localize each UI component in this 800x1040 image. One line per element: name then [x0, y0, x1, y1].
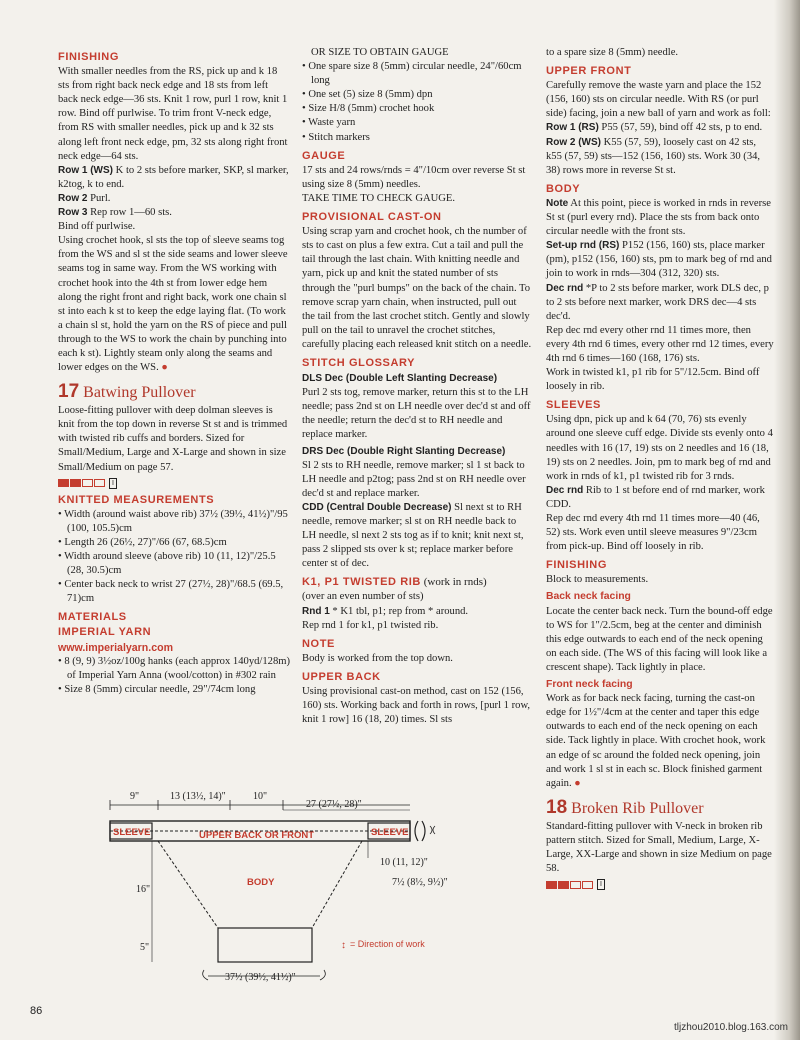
upper-back-text: Using provisional cast-on method, cast on 152 (156, 160) sts. Working back and forth in rows, [purl 1 row, knit 1 row] 16 (18, 20) times. Sl sts	[302, 686, 531, 726]
back-neck-heading: Back neck facing	[546, 591, 631, 603]
section-stitch-glossary: STITCH GLOSSARY	[302, 356, 416, 369]
row-1-instruction: Row 1 (WS) K to 2 sts before marker, SKP, sl marker, k2tog, k to end.	[58, 164, 289, 190]
body-setup-rnd: Set-up rnd (RS) P152 (156, 160) sts, place marker (pm), p152 (156, 160) sts, pm to mark beg of rnd and join to work in rnds—304 (312, 320) sts.	[546, 240, 772, 280]
dim-5: 5"	[140, 942, 150, 953]
rib-even: (over an even number of sts)	[302, 591, 424, 603]
gauge-intro: OR SIZE TO OBTAIN GAUGE	[311, 47, 449, 58]
measurement-item: • Width around sleeve (above rib) 10 (11, 12)"/25.5 (28, 30.5)cm	[58, 551, 276, 577]
sleeve-label-left: SLEEVE	[113, 827, 151, 838]
column-3	[546, 46, 774, 894]
pattern-18-description: Standard-fitting pullover with V-neck in broken rib pattern stitch. Sized for Small, Medium, Large, X-Large, XX-Large and shown in size Medium on page 58.	[546, 820, 772, 875]
tool-item: • Waste yarn	[302, 117, 356, 129]
dim-7: 7½ (8½, 9½)"	[392, 877, 448, 888]
body-dec-rnd: Dec rnd *P to 2 sts before marker, work DLS dec, p to 2 sts before next marker, work DRS dec—4 sts dec'd.	[546, 282, 769, 322]
cdd-text: CDD (Central Double Decrease) Sl next st to RH needle, remove marker; sl st on RH needle back to LH needle, sl next 2 sts tog as if to knit; knit next st, pass 2 slipped sts over k st; replace marker before center st of dec.	[302, 501, 524, 570]
dim-10b: 10 (11, 12)"	[380, 857, 428, 868]
section-upper-back: UPPER BACK	[302, 670, 381, 683]
dim-27: 27 (27½, 28)"	[306, 799, 362, 810]
dls-heading: DLS Dec (Double Left Slanting Decrease)	[302, 373, 498, 385]
row-3-instruction: Row 3 Rep row 1—60 sts.	[58, 207, 172, 219]
finishing-paragraph-2: Using crochet hook, sl sts the top of sleeve seams tog from the WS and sl st the side seams and lower sleeve seams tog in same way. From the WS working with crochet hook into the 4th st from lower edge hem along the right front and right back, work one chain sl st into each k st to keep the edge laying flat. (To work a chain sl st, hold the yarn on the RS of piece and pull through to the WS to work the chain by punching into each k st). Lightly steam only along the seams and lower edges on the WS. ●	[58, 235, 288, 374]
direction-arrow-icon: ↕	[341, 940, 346, 951]
dim-13: 13 (13½, 14)"	[170, 791, 226, 802]
body-label: BODY	[247, 877, 275, 888]
skill-level-indicator	[58, 478, 290, 489]
row-2-instruction: Row 2 Purl.	[58, 192, 111, 204]
skill-level-indicator	[546, 879, 774, 890]
gauge-check: TAKE TIME TO CHECK GAUGE.	[302, 192, 456, 204]
dim-16: 16"	[136, 884, 151, 895]
watermark: tljzhou2010.blog.163.com	[674, 1022, 788, 1033]
section-finishing-17: FINISHING	[58, 51, 120, 63]
upper-front-text: Carefully remove the waste yarn and place the 152 (156, 160) sts on circular needle. With RS (or purl side) facing, join a new ball of yarn and work as foll:	[546, 80, 771, 120]
skill-tag: I	[109, 478, 117, 489]
dim-10: 10"	[253, 791, 268, 802]
measurement-item: • Width (around waist above rib) 37½ (39½, 41½)"/95 (100, 105.5)cm	[58, 508, 288, 534]
upper-front-row-2: Row 2 (WS) K55 (57, 59), loosely cast on 42 sts, k55 (57, 59) sts—152 (156, 160) sts. Work 30 (34, 38) rows more in reverse St st.	[546, 136, 761, 176]
section-materials: MATERIALS	[58, 611, 127, 624]
sleeves-dec-rnd: Dec rnd Rib to 1 st before end of rnd marker, work CDD.	[546, 484, 765, 510]
book-spine-shadow	[774, 0, 800, 1040]
gauge-text: 17 sts and 24 rows/rnds = 4"/10cm over reverse St st using size 8 (5mm) needles.	[302, 164, 526, 190]
block-text: Block to measurements.	[546, 574, 649, 586]
section-twisted-rib: K1, P1 TWISTED RIB (work in rnds)	[302, 576, 487, 589]
pattern-17-title: 17 Batwing Pullover	[58, 381, 196, 403]
brand-name: IMPERIAL YARN	[58, 626, 152, 639]
back-neck-text: Locate the center back neck. Turn the bound-off edge to WS for 1"/2.5cm, beg at the center and diminish this edge outwards to each end of the neck opening on each side. (The WS of this facing will look like a crescent shape). Tack lightly in place.	[546, 605, 773, 673]
finishing-paragraph: With smaller needles from the RS, pick up and k 18 sts from right back neck edge and 18 sts from left back neck edge—36 sts. Knit 1 row, purl 1 row, knit 1 row. Bind off purlwise. To trim front V-neck edge, from RS with smaller needles, pick up and k 32 sts along left front neck edge, pm, 32 sts along right front neck edge—64 sts.	[58, 66, 288, 162]
rib-band	[218, 928, 312, 962]
upper-front-row-1: Row 1 (RS) P55 (57, 59), bind off 42 sts, p to end.	[546, 122, 763, 134]
measurement-item: • Center back neck to wrist 27 (27½, 28)"/68.5 (69.5, 71)cm	[58, 579, 284, 605]
sleeves-text: Using dpn, pick up and k 64 (70, 76) sts evenly around one sleeve cuff edge. Divide sts evenly onto 4 needles with 16 (17, 19) sts on 2 needles and 16 (18, 19) sts on 2 needles. Join, pm to mark beg of rnd and work in rnds of k1, p1 twisted rib for 3 rnds.	[546, 414, 773, 482]
section-provisional-cast-on: PROVISIONAL CAST-ON	[302, 211, 442, 224]
body-right-edge	[312, 841, 362, 928]
section-finishing-final: FINISHING	[546, 559, 608, 572]
upper-label: UPPER BACK OR FRONT	[199, 830, 315, 841]
sleeves-repeat: Rep dec rnd every 4th rnd 11 times more—40 (46, 52) sts. Work even until sleeve measures 9"/23cm from pick-up. Bind off loosely in rib.	[546, 513, 760, 553]
body-repeat: Rep dec rnd every other rnd 11 times more, then every 4th rnd 6 times, every other rnd 12 times, every 4th rnd 6 times—160 (168, 176) sts.	[546, 324, 774, 364]
provisional-text: Using scrap yarn and crochet hook, ch the number of sts to cast on plus a few extra. Cut a tail and pull the tail through the last chain. With knitting needle and yarn, pick up and knit the stated number of sts through the "purl bumps" on the back of the chain. To remove scrap yarn chain, when instructed, pull out the tail from the last crochet stitch. Gently and slowly pull on the tail to unravel the crochet stitches, carefully placing each released knit stitch on a needle.	[302, 226, 532, 350]
pattern-18-title: 18 Broken Rib Pullover	[546, 796, 704, 818]
note-text: Body is worked from the top down.	[302, 652, 453, 664]
section-body: BODY	[546, 182, 581, 195]
rnd-1-repeat: Rep rnd 1 for k1, p1 twisted rib.	[302, 619, 439, 631]
page-number: 86	[30, 1005, 43, 1017]
body-rib: Work in twisted k1, p1 rib for 5"/12.5cm. Bind off loosely in rib.	[546, 367, 760, 393]
section-upper-front: UPPER FRONT	[546, 65, 632, 78]
pattern-17-description: Loose-fitting pullover with deep dolman sleeves is knit from the top down in reverse St st and is trimmed with twisted rib cuffs and borders. Sized for Small/Medium, Large and X-Large and shown in size Small/Medium on page 57.	[58, 405, 288, 473]
dls-text: Purl 2 sts tog, remove marker, return this st to the LH needle; pass 2nd st on LH needle over dec'd st and off the needle; return the dec'd st to RH needle and replace marker.	[302, 387, 531, 441]
front-neck-text: Work as for back neck facing, turning the cast-on edge for 1½"/4cm at the center and taper this edge outwards to each end of the neck opening on each side. Tack lightly in place. With crochet hook, work an edge of sc around the folded neck opening, join and work 1 sl st in each sc. Block finished garment again. ●	[546, 693, 766, 789]
brand-url[interactable]: www.imperialyarn.com	[58, 641, 173, 654]
section-gauge: GAUGE	[302, 149, 346, 162]
section-note: NOTE	[302, 637, 335, 650]
rnd-1-instruction: Rnd 1 * K1 tbl, p1; rep from * around.	[302, 605, 469, 617]
section-sleeves: SLEEVES	[546, 399, 601, 412]
material-item: • Size 8 (5mm) circular needle, 29"/74cm long	[58, 683, 256, 695]
body-left-edge	[158, 841, 218, 928]
column-2	[302, 46, 532, 727]
sleeve-label-right: SLEEVE	[371, 827, 409, 838]
drs-text: Sl 2 sts to RH needle, remove marker; sl 1 st back to LH needle and p2tog; pass 2nd st on RH needle over dec'd st and replace marker.	[302, 459, 526, 499]
bind-off-text: Bind off purlwise.	[58, 221, 136, 233]
body-note: Note At this point, piece is worked in rnds in reverse St st (purl every rnd). Place the sts from back onto circular needle with the front sts.	[546, 197, 771, 238]
tool-item: • Size H/8 (5mm) crochet hook	[302, 103, 435, 115]
column-1	[58, 46, 290, 697]
measurement-item: • Length 26 (26½, 27)"/66 (67, 68.5)cm	[58, 536, 227, 548]
tool-item: • One set (5) size 8 (5mm) dpn	[302, 89, 433, 101]
skill-tag: I	[597, 879, 605, 890]
dim-bottom: 37½ (39½, 41½)"	[225, 972, 296, 983]
schematic-diagram	[100, 788, 448, 988]
spare-needle-text: to a spare size 8 (5mm) needle.	[546, 47, 679, 58]
drs-heading: DRS Dec (Double Right Slanting Decrease)	[302, 445, 506, 457]
direction-legend: = Direction of work	[350, 939, 425, 949]
tool-item: • Stitch markers	[302, 131, 370, 143]
material-item: • 8 (9, 9) 3½oz/100g hanks (each approx 140yd/128m) of Imperial Yarn Anna (wool/cotton) in #302 rain	[58, 655, 291, 681]
cuff-rib-icon	[415, 821, 425, 841]
dim-9: 9"	[130, 791, 140, 802]
section-knitted-measurements: KNITTED MEASUREMENTS	[58, 493, 215, 506]
front-neck-heading: Front neck facing	[546, 679, 633, 691]
tool-item: • One spare size 8 (5mm) circular needle, 24"/60cm long	[302, 61, 522, 87]
